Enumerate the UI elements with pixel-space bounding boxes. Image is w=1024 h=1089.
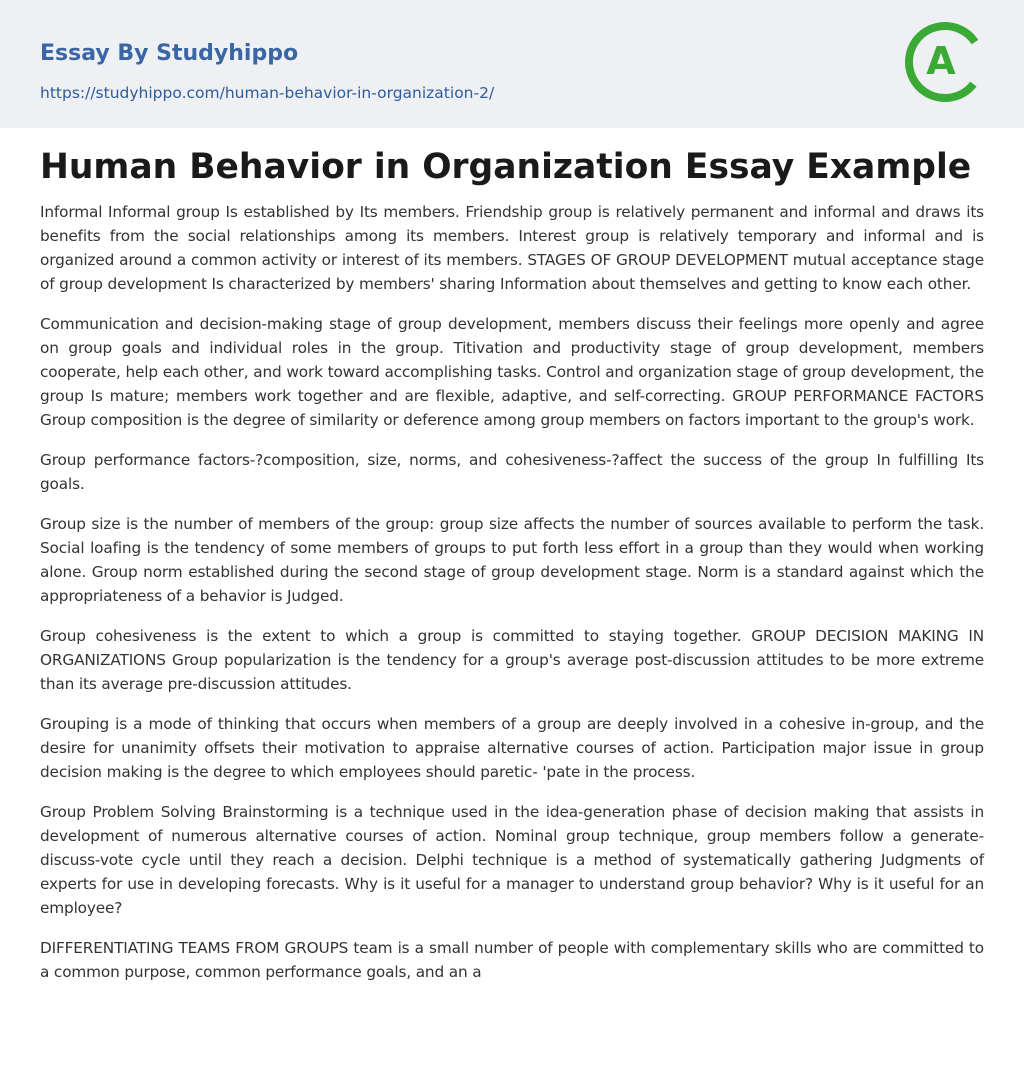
page-header bbox=[0, 0, 1024, 128]
essay-paragraph: Group performance factors-?composition, size, norms, and cohesiveness-?affect the success of the group In fulfilling Its goals. bbox=[40, 451, 984, 493]
essay-body bbox=[40, 200, 984, 1000]
essay-title: Human Behavior in Organization Essay Example bbox=[40, 147, 972, 187]
studyhippo-logo-icon[interactable] bbox=[901, 18, 989, 106]
essay-paragraph: Communication and decision-making stage of group development, members discuss their feelings more openly and agree on group goals and individual roles in the group. Titivation and productivity stage of group development, members cooperate, help each other, and work toward accomplishing tasks. Control and organization stage of group development, the group Is mature; members work together and are flexible, adaptive, and self-correcting. GROUP PERFORMANCE FACTORS Group composition is the degree of similarity or deference among group members on factors important to the group's work. bbox=[40, 315, 984, 429]
essay-paragraph: Group cohesiveness is the extent to which a group is committed to staying together. GROUP DECISION MAKING IN ORGANIZATIONS Group popularization is the tendency for a group's average post-discussion attitudes to be more extreme than its average pre-discussion attitudes. bbox=[40, 627, 984, 693]
essay-paragraph: Informal Informal group Is established by Its members. Friendship group is relatively permanent and informal and draws its benefits from the social relationships among its members. Interest group is relatively temporary and informal and is organized around a common activity or interest of its members. STAGES OF GROUP DEVELOPMENT mutual acceptance stage of group development Is characterized by members' sharing Information about themselves and getting to know each other. bbox=[40, 203, 984, 293]
essay-paragraph: Group size is the number of members of the group: group size affects the number of sources available to perform the task. Social loafing is the tendency of some members of groups to put forth less effort in a group than they would when working alone. Group norm established during the second stage of group development stage. Norm is a standard against which the appropriateness of a behavior is Judged. bbox=[40, 515, 984, 605]
logo-letter: A bbox=[926, 39, 956, 83]
source-url-link[interactable]: https://studyhippo.com/human-behavior-in-organization-2/ bbox=[40, 84, 495, 102]
essay-paragraph: Grouping is a mode of thinking that occurs when members of a group are deeply involved in a cohesive in-group, and the desire for unanimity offsets their motivation to appraise alternative courses of action. Participation major issue in group decision making is the degree to which employees should paretic- 'pate in the process. bbox=[40, 715, 984, 781]
site-brand[interactable]: Essay By Studyhippo bbox=[40, 41, 299, 66]
essay-paragraph: Group Problem Solving Brainstorming is a technique used in the idea-generation phase of decision making that assists in development of numerous alternative courses of action. Nominal group technique, group members follow a generate-discuss-vote cycle until they reach a decision. Delphi technique is a method of systematically gathering Judgments of experts for use in developing forecasts. Why is it useful for a manager to understand group behavior? Why is it useful for an employee? bbox=[40, 803, 984, 917]
essay-paragraph: DIFFERENTIATING TEAMS FROM GROUPS team is a small number of people with complementary skills who are committed to a common purpose, common performance goals, and an a bbox=[40, 939, 984, 981]
